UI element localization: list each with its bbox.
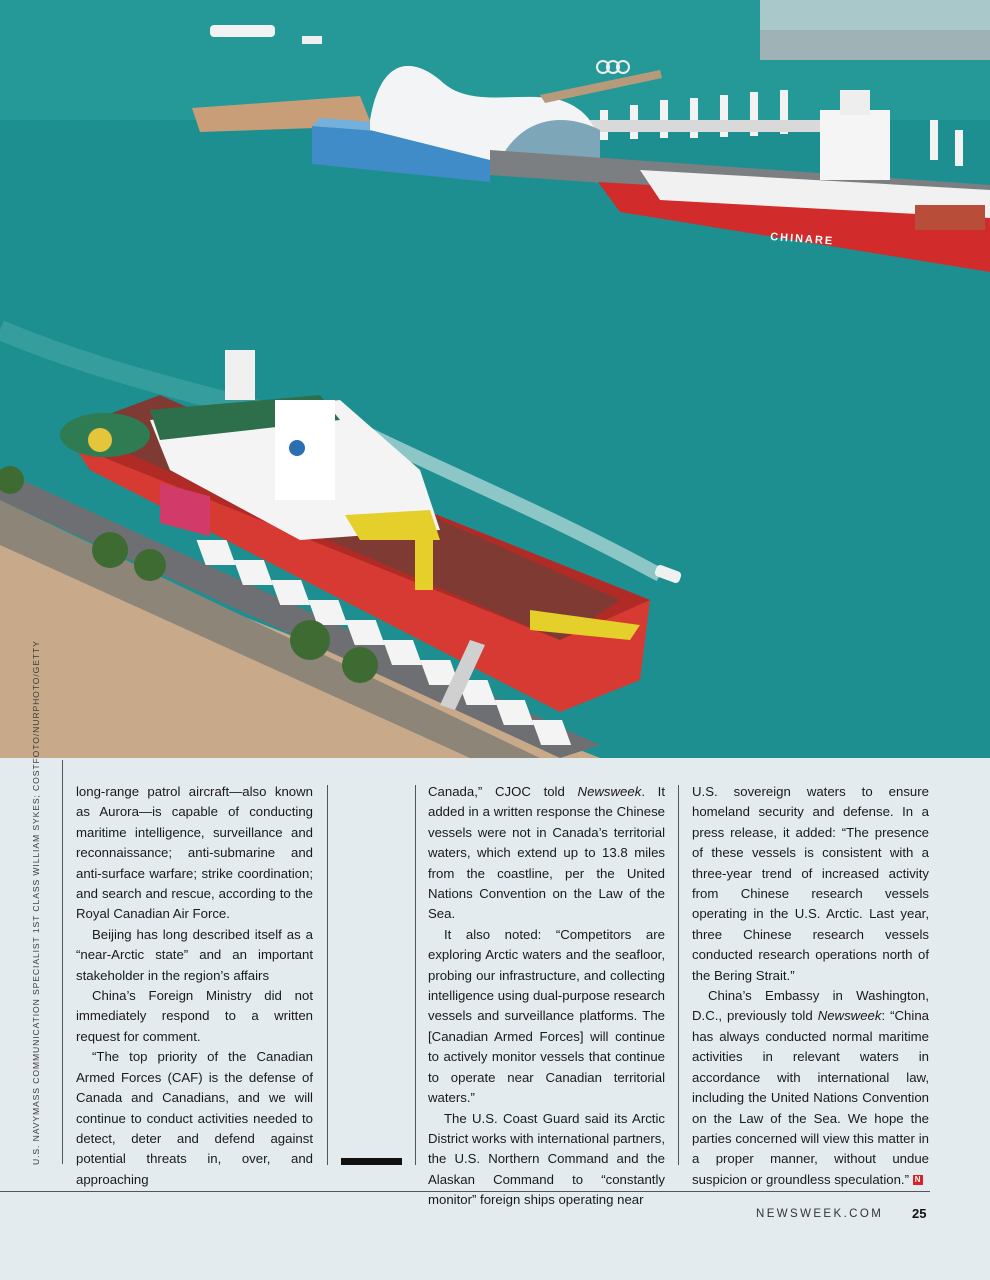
text-run: : “China has always conducted normal maritime activities in relevant waters in accordance with international law, including the United Nations Convention on the Law of the Sea. We hope the parties concerned will view this matter in a proper manner, without undue suspicion or groundless speculation.”: [692, 1008, 929, 1187]
column-rule: [62, 760, 63, 1164]
article-column-2: [428, 782, 665, 1211]
photo-credit: U.S. NAVYMASS COMMUNICATION SPECIALIST 1ST CLASS WILLIAM SYKES; COSTFOTO/NURPHOTO/GETTY: [31, 640, 41, 1165]
paragraph: Beijing has long described itself as a “near-Arctic state” and an important stakeholder in the region’s affairs: [76, 926, 313, 983]
page-number: 25: [912, 1206, 927, 1221]
paragraph: The U.S. Coast Guard said its Arctic District works with international partners, the U.S. Northern Command and the Alaskan Command to “constantly monitor” foreign ships operating near: [428, 1110, 665, 1208]
paragraph: [428, 782, 665, 925]
publication-name: Newsweek: [817, 1008, 882, 1024]
paragraph: U.S. sovereign waters to ensure homeland security and defense. In a press release, it added: “The presence of these vessels is consistent with a three-year trend of increased activity from Chinese research vessels operating in the U.S. Arctic. Last year, three Chinese research vessels conducted research operations north of the Bering Strait.”: [692, 784, 929, 983]
publication-name: Newsweek: [577, 784, 642, 799]
text-run: Canada,” CJOC told: [428, 784, 578, 799]
end-mark-icon: N: [913, 1175, 923, 1185]
text-run: . It added in a written response the Chinese vessels were not in Canada’s territorial waters, which extend up to 13.8 miles from the coastline, per the United Nations Convention on the Law of the Sea.: [428, 784, 666, 922]
footer-rule: [0, 1191, 930, 1192]
column-rule: [415, 785, 416, 1165]
paragraph: “The top priority of the Canadian Armed Forces (CAF) is the defense of Canada and Canadians, and we will continue to conduct activities needed to detect, deter and defend against potential threats in, over, and approaching: [76, 1049, 313, 1187]
text-run: China’s Embassy in Washington, D.C., previously told: [692, 988, 929, 1024]
footer-site: NEWSWEEK.COM: [756, 1208, 884, 1220]
column-rule: [327, 785, 328, 1165]
paragraph: [692, 986, 929, 1190]
paragraph: It also noted: “Competitors are exploring Arctic waters and the seafloor, probing our infrastructure, and collecting intelligence using dual-purpose research vessels and surveillance platforms. The [Canadian Armed Forces] will continue to actively monitor vessels that continue to operate near Canadian territorial waters.”: [428, 926, 665, 1106]
paragraph: long-range patrol aircraft—also known as Aurora—is capable of conducting maritime intelligence, surveillance and reconnaissance; anti-submarine and anti-surface warfare; strike coordination; and search and rescue, according to the Royal Canadian Air Force.: [76, 784, 313, 922]
ship-name-label: CHINARE: [769, 231, 835, 248]
column-rule: [678, 785, 679, 1165]
article-column-3: [692, 782, 929, 1190]
article-column-1: [76, 782, 313, 1190]
paragraph: China’s Foreign Ministry did not immediately respond to a written request for comment.: [76, 988, 313, 1044]
decorative-bar: [341, 1158, 402, 1165]
